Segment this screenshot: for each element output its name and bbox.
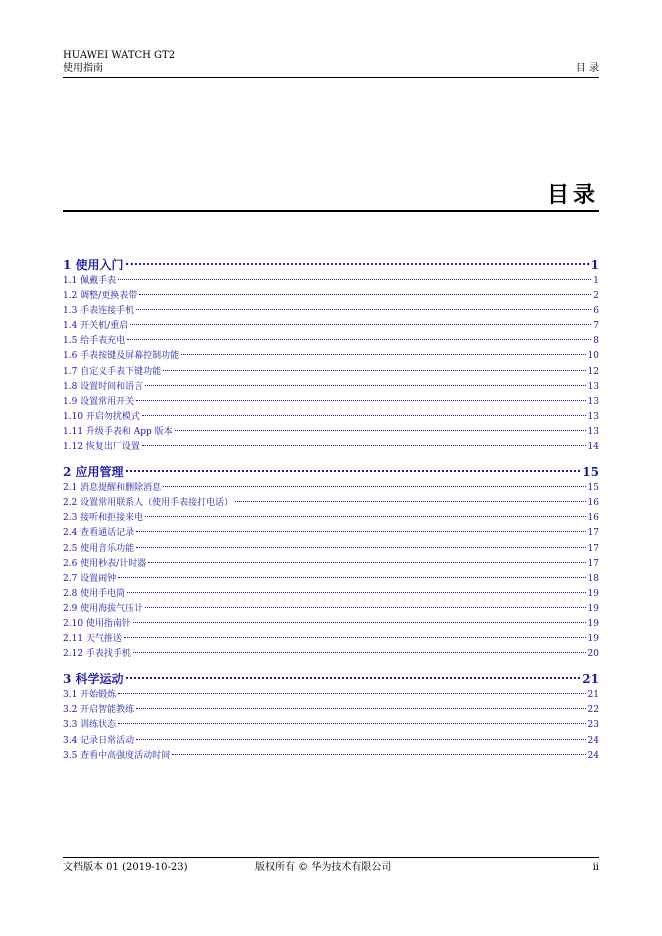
toc-entry-label: 3.4 记录日常活动 — [63, 735, 135, 746]
toc-dot-leader — [118, 279, 591, 280]
toc-dot-leader — [172, 754, 585, 755]
toc-section-link[interactable] — [63, 718, 599, 733]
toc-section-link[interactable] — [63, 365, 599, 380]
copyright-notice: 版权所有 © 华为技术有限公司 — [255, 862, 392, 873]
toc-dot-leader — [118, 577, 585, 578]
toc-entry-label: 1.9 设置常用开关 — [63, 396, 135, 407]
toc-dot-leader — [139, 294, 591, 295]
toc-entry-label: 1.10 开启勿扰模式 — [63, 411, 140, 422]
page-title: 目录 — [546, 183, 599, 208]
toc-section-link[interactable] — [63, 587, 599, 602]
toc-entry-label: 2.7 设置闹钟 — [63, 573, 117, 584]
toc-dot-leader — [133, 652, 586, 653]
toc-entry-page: 23 — [587, 720, 599, 731]
product-name: HUAWEI WATCH GT2 — [63, 50, 176, 61]
toc-chapter-link[interactable] — [63, 670, 599, 688]
toc-entry-label: 1 使用入门 — [63, 258, 124, 272]
toc-entry-label: 1.11 升级手表和 App 版本 — [63, 426, 173, 437]
toc-entry-page: 15 — [587, 483, 599, 494]
toc-section-link[interactable] — [63, 440, 599, 455]
toc-dot-leader — [136, 708, 585, 709]
toc-dot-leader — [127, 592, 585, 593]
toc-section-link[interactable] — [63, 425, 599, 440]
toc-section-link[interactable] — [63, 319, 599, 334]
toc-section-link[interactable] — [63, 734, 599, 749]
toc-dot-leader — [130, 324, 591, 325]
toc-section-link[interactable] — [63, 617, 599, 632]
page-header — [63, 49, 599, 78]
toc-dot-leader — [145, 385, 585, 386]
toc-section-link[interactable] — [63, 511, 599, 526]
toc-entry-page: 24 — [587, 750, 599, 761]
toc-dot-leader — [126, 677, 581, 679]
toc-entry-page: 1 — [590, 258, 599, 272]
toc-section-link[interactable] — [63, 557, 599, 572]
toc-entry-label: 1.4 开关机/重启 — [63, 321, 129, 332]
toc-dot-leader — [118, 723, 585, 724]
toc-section-link[interactable] — [63, 274, 599, 289]
toc-section-link[interactable] — [63, 395, 599, 410]
toc-entry-label: 1.7 自定义手表下键功能 — [63, 366, 162, 377]
toc-dot-leader — [136, 309, 591, 310]
toc-section-link[interactable] — [63, 632, 599, 647]
toc-section-link[interactable] — [63, 380, 599, 395]
toc-dot-leader — [136, 531, 585, 532]
toc-entry-label: 1.2 调整/更换表带 — [63, 291, 138, 302]
toc-section-link[interactable] — [63, 688, 599, 703]
toc-entry-label: 2.2 设置常用联系人（使用手表接打电话） — [63, 498, 234, 509]
toc-section-link[interactable] — [63, 526, 599, 541]
toc-entry-label: 2.11 天气推送 — [63, 634, 122, 645]
toc-entry-page: 21 — [582, 672, 599, 687]
toc-section-link[interactable] — [63, 703, 599, 718]
toc-section-link[interactable] — [63, 749, 599, 764]
toc-entry-label: 2.6 使用秒表/计时器 — [63, 558, 147, 569]
toc-entry-page: 6 — [593, 306, 599, 317]
toc-entry-page: 1 — [593, 276, 599, 286]
toc-dot-leader — [235, 501, 585, 502]
toc-section-link[interactable] — [63, 572, 599, 587]
toc-entry-label: 2.10 使用指南针 — [63, 618, 131, 629]
toc-entry-label: 1.1 佩戴手表 — [63, 276, 117, 286]
toc-chapter-link[interactable] — [63, 256, 599, 274]
toc-entry-page: 7 — [593, 321, 599, 332]
toc-entry-page: 12 — [587, 366, 599, 377]
toc-entry-page: 8 — [593, 336, 599, 347]
toc-entry-label: 2.3 接听和拒接来电 — [63, 513, 144, 524]
toc-chapter-link[interactable] — [63, 463, 599, 481]
toc-dot-leader — [126, 470, 581, 472]
toc-section-link[interactable] — [63, 410, 599, 425]
toc-entry-page: 15 — [582, 465, 599, 480]
toc-entry-label: 3.5 查看中高强度活动时间 — [63, 750, 171, 761]
toc-dot-leader — [126, 263, 589, 265]
toc-dot-leader — [163, 370, 585, 371]
toc-dot-leader — [142, 415, 586, 416]
document-type: 使用指南 — [63, 63, 103, 74]
toc-section-link[interactable] — [63, 304, 599, 319]
toc-entry-page: 17 — [587, 528, 599, 539]
toc-entry-page: 19 — [587, 588, 599, 599]
toc-entry-page: 19 — [587, 603, 599, 614]
toc-entry-page: 24 — [587, 735, 599, 746]
toc-entry-label: 2.9 使用海拔气压计 — [63, 603, 144, 614]
toc-entry-page: 2 — [593, 291, 599, 302]
toc-entry-label: 2.12 手表找手机 — [63, 649, 131, 660]
toc-entry-label: 1.6 手表按键及屏幕控制功能 — [63, 351, 180, 362]
toc-dot-leader — [136, 400, 585, 401]
toc-dot-leader — [136, 739, 585, 740]
toc-dot-leader — [181, 354, 585, 355]
toc-section-link[interactable] — [63, 496, 599, 511]
title-rule — [63, 210, 599, 212]
toc-entry-page: 20 — [587, 649, 599, 660]
toc-entry-label: 1.5 给手表充电 — [63, 336, 126, 347]
toc-entry-page: 13 — [587, 426, 599, 437]
page-number: ii — [592, 862, 599, 873]
toc-entry-page: 21 — [587, 690, 599, 701]
toc-entry-label: 3.2 开启智能教练 — [63, 705, 135, 716]
toc-entry-page: 17 — [587, 543, 599, 554]
toc-section-link[interactable] — [63, 334, 599, 349]
toc-entry-label: 2.8 使用手电筒 — [63, 588, 126, 599]
toc-dot-leader — [136, 547, 585, 548]
toc-entry-label: 3.3 训练状态 — [63, 720, 117, 731]
toc-entry-page: 13 — [587, 381, 599, 392]
toc-entry-page: 10 — [587, 351, 599, 362]
page-footer — [63, 857, 599, 873]
toc-entry-label: 1.3 手表连接手机 — [63, 306, 135, 317]
toc-dot-leader — [142, 445, 586, 446]
toc-dot-leader — [148, 562, 585, 563]
toc-entry-page: 17 — [587, 558, 599, 569]
table-of-contents — [63, 256, 599, 764]
toc-entry-label: 2.5 使用音乐功能 — [63, 543, 135, 554]
toc-entry-label: 2.1 消息提醒和删除消息 — [63, 483, 162, 494]
toc-dot-leader — [127, 339, 591, 340]
document-version: 文档版本 01 (2019-10-23) — [63, 862, 188, 873]
toc-entry-label: 3.1 开始锻炼 — [63, 690, 117, 701]
toc-entry-page: 22 — [587, 705, 599, 716]
toc-section-link[interactable] — [63, 542, 599, 557]
toc-section-link[interactable] — [63, 349, 599, 364]
toc-dot-leader — [145, 516, 585, 517]
toc-dot-leader — [145, 607, 585, 608]
toc-entry-label: 2 应用管理 — [63, 465, 124, 480]
toc-dot-leader — [124, 637, 586, 638]
header-rule — [63, 77, 599, 78]
section-name: 目 录 — [575, 63, 599, 74]
toc-entry-label: 1.8 设置时间和语言 — [63, 381, 144, 392]
toc-entry-label: 3 科学运动 — [63, 672, 124, 687]
toc-section-link[interactable] — [63, 481, 599, 496]
toc-section-link[interactable] — [63, 647, 599, 662]
toc-section-link[interactable] — [63, 602, 599, 617]
toc-dot-leader — [118, 693, 585, 694]
toc-entry-page: 16 — [587, 498, 599, 509]
toc-entry-page: 13 — [587, 396, 599, 407]
toc-dot-leader — [175, 430, 586, 431]
toc-entry-page: 14 — [587, 442, 599, 453]
toc-entry-page: 19 — [587, 634, 599, 645]
toc-entry-page: 16 — [587, 513, 599, 524]
toc-entry-page: 19 — [587, 618, 599, 629]
toc-dot-leader — [163, 486, 585, 487]
toc-dot-leader — [133, 622, 586, 623]
toc-section-link[interactable] — [63, 289, 599, 304]
toc-entry-page: 13 — [587, 411, 599, 422]
toc-entry-label: 2.4 查看通话记录 — [63, 528, 135, 539]
toc-entry-label: 1.12 恢复出厂设置 — [63, 442, 140, 453]
toc-entry-page: 18 — [587, 573, 599, 584]
